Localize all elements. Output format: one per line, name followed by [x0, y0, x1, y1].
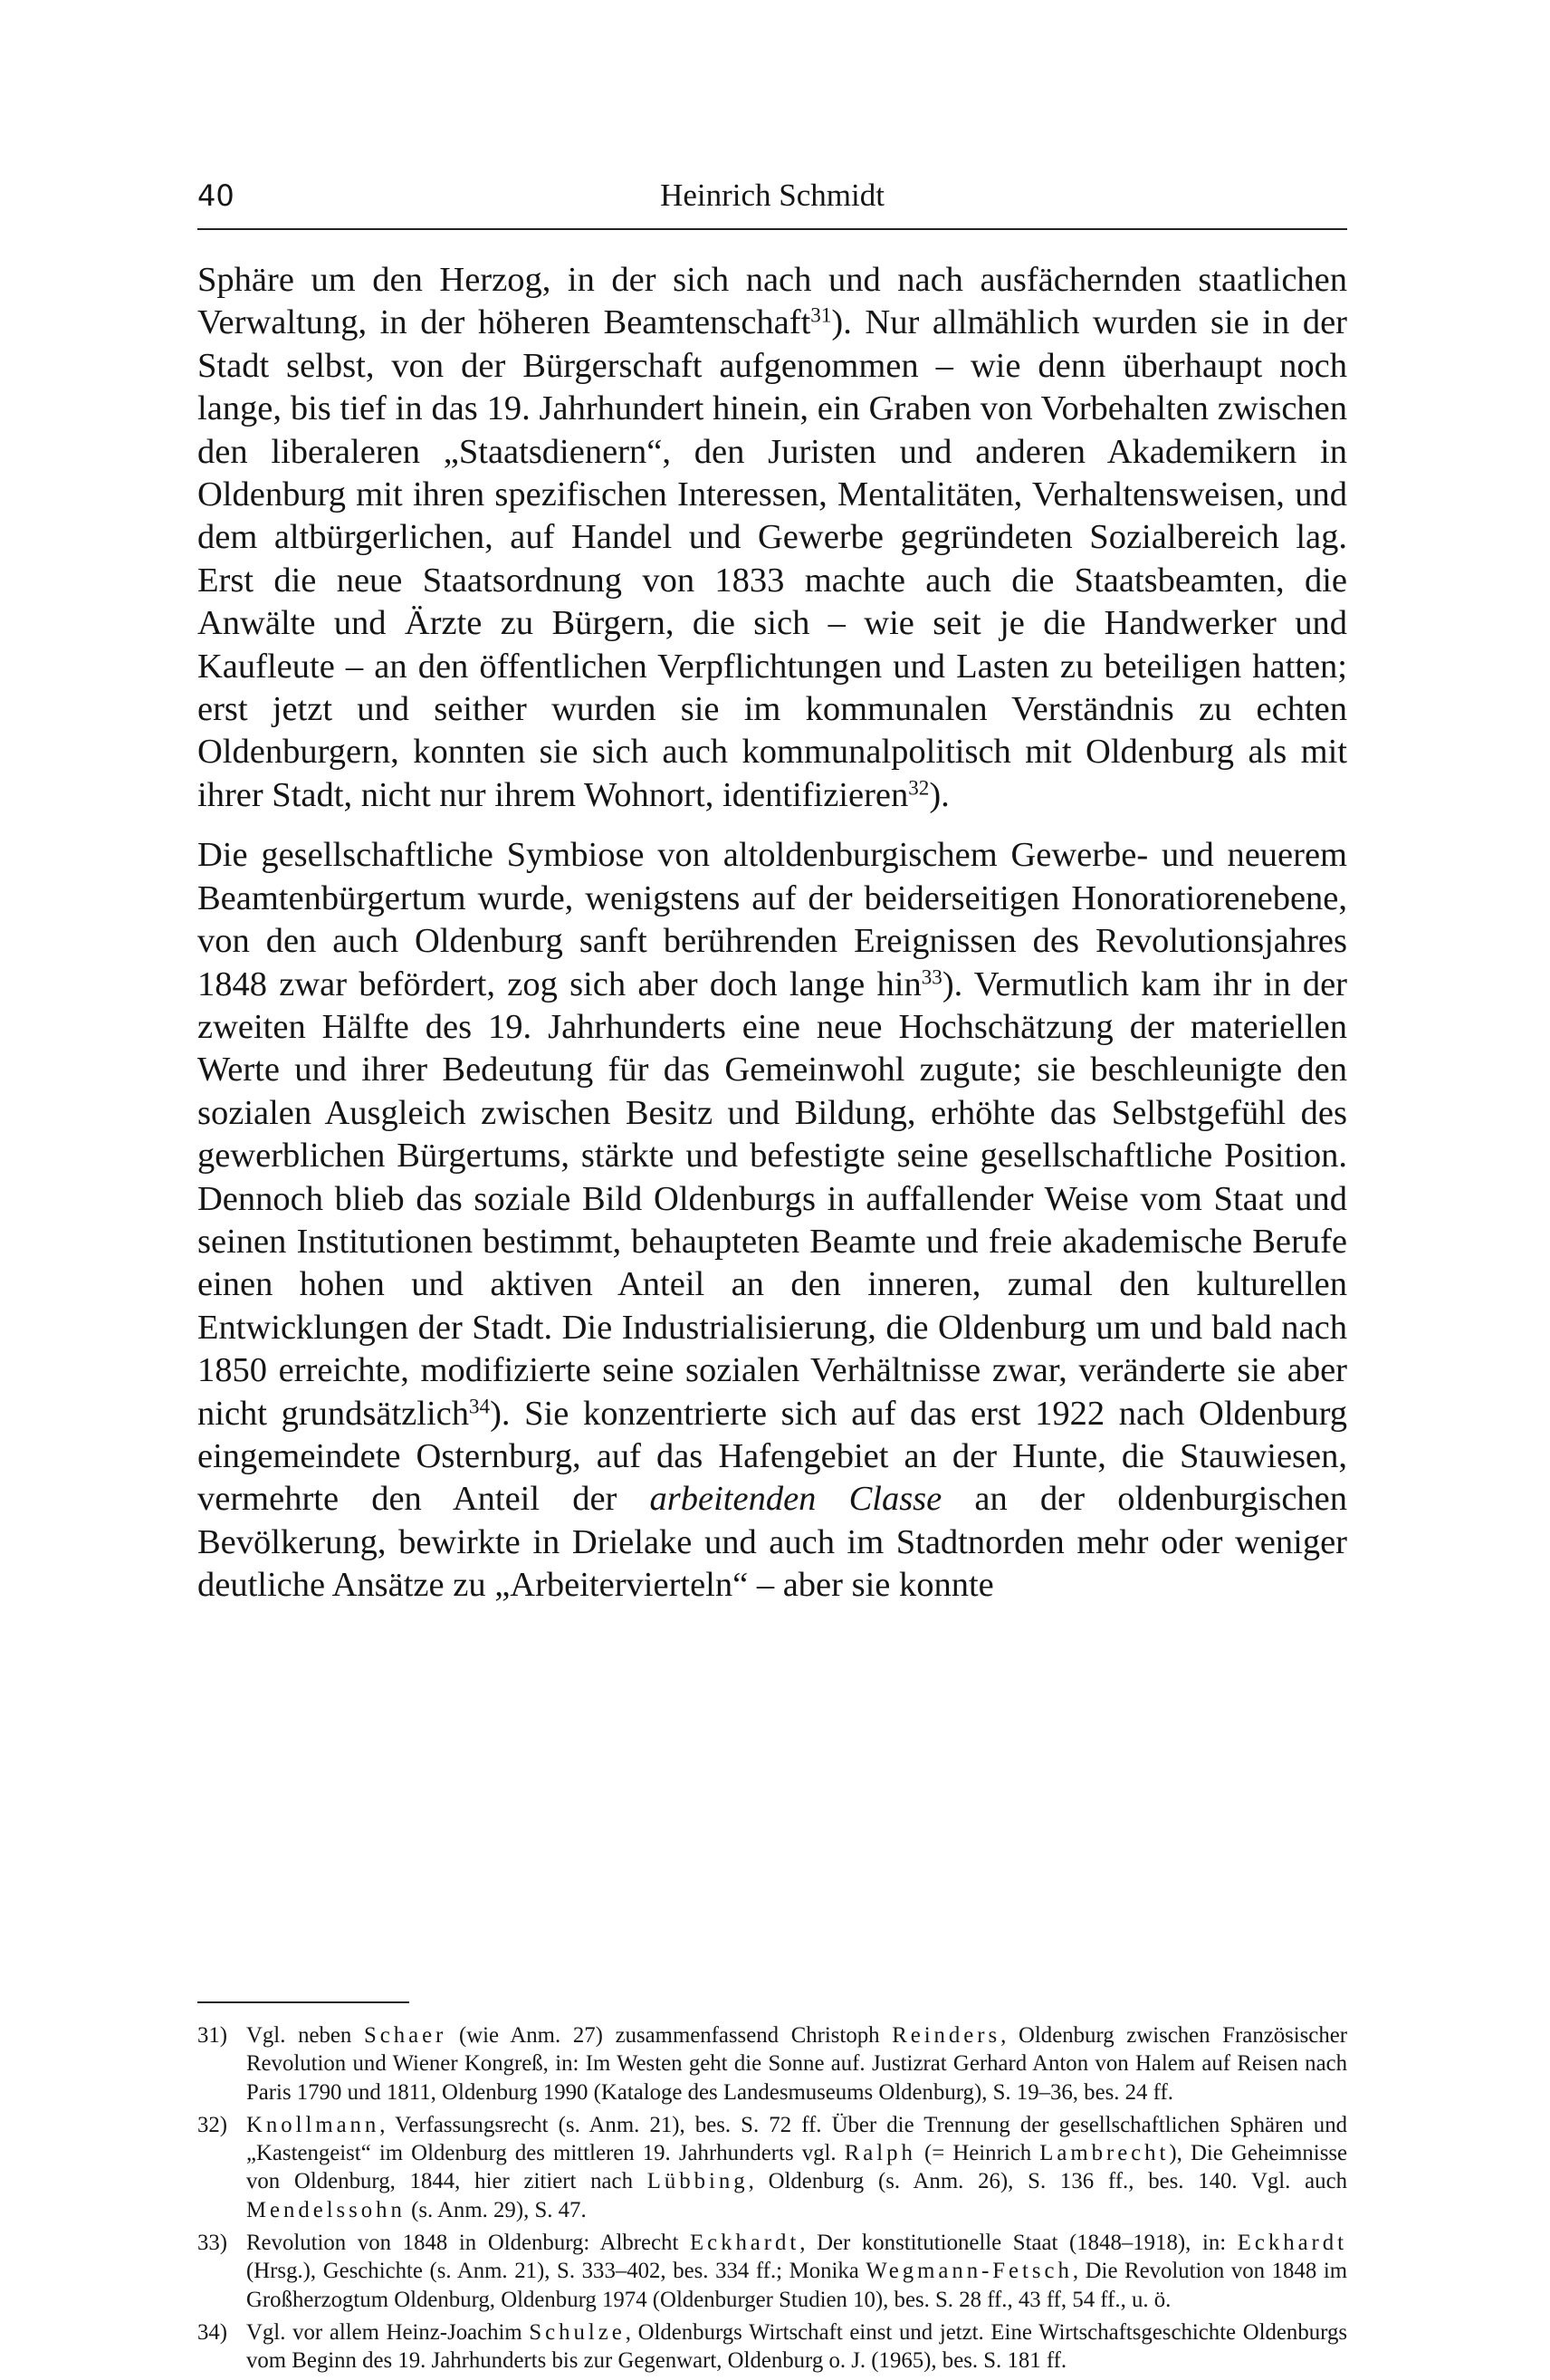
footnote-ref-32: 32: [908, 775, 930, 800]
footnote-text: Revolution von 1848 in Oldenburg: Albrecht Eckhardt, Der konstitutionelle Staat (1848–1918), in: Eckhardt (Hrsg.), Geschichte (s. Anm. 21), S. 333–402, bes. 334 ff.; Monika Wegmann-Fetsch, Die Revolution von 1848 im Großherzogtum Oldenburg, Oldenburg 1974 (Oldenburger Studien 10), bes. S. 28 ff., 43 ff, 54 ff., u. ö.: [246, 2231, 1348, 2312]
footnote: [197, 2318, 1347, 2375]
author-name: Eckhardt: [689, 2231, 800, 2256]
author-name: Schulze: [529, 2319, 626, 2345]
footnotes: [197, 2021, 1347, 2380]
footnote-text: Vgl. neben Schaer (wie Anm. 27) zusammenfassend Christoph Reinders, Oldenburg zwischen Französischer Revolution und Wiener Kongreß, in: Im Westen geht die Sonne auf. Justizrat Gerhard Anton von Halem auf Reisen nach Paris 1790 und 1811, Oldenburg 1990 (Kataloge des Landesmuseums Oldenburg), S. 19–36, bes. 24 ff.: [246, 2023, 1347, 2105]
footnote-ref-33: 33: [921, 964, 942, 988]
paragraph-1: Sphäre um den Herzog, in der sich nach und nach ausfächernden staatlichen Verwaltung, in der höheren Beamtenschaft$^{31}$). Nur allmählich wurden sie in der Stadt selbst, von der Bürgerschaft aufgenommen – wie denn überhaupt noch lange, bis tief in das 19. Jahrhundert hinein, ein Graben von Vorbehalten zwischen den liberaleren „Staatsdienern“, den Juristen und anderen Akademikern in Oldenburg mit ihren spezifischen Interessen, Mentalitäten, Verhaltensweisen, und dem altbürgerlichen, auf Handel und Gewerbe gegründeten Sozialbereich lag. Erst die neue Staatsordnung von 1833 machte auch die Staatsbeamten, die Anwälte und Ärzte zu Bürgern, die sich – wie seit je die Handwerker und Kaufleute – an den öffentlichen Verpflichtungen und Lasten zu beteiligen hatten; erst jetzt und seither wurden sie im kommunalen Verständnis zu echten Oldenburgern, konnten sie sich auch kommunalpolitisch mit Oldenburg als mit ihrer Stadt, nicht nur ihrem Wohnort, identifizieren$^{32}$).: [197, 261, 1347, 814]
footnote: [197, 2229, 1347, 2314]
italic-term: arbeitenden Classe: [649, 1480, 942, 1519]
author-name: Wegmann-Fetsch: [866, 2259, 1073, 2284]
author-name: Schaer: [364, 2023, 447, 2048]
paragraph-2: Die gesellschaftliche Symbiose von altoldenburgischem Gewerbe- und neuerem Beamtenbürgertum wurde, wenigstens auf der beiderseitigen Honoratiorenebene, von den auch Oldenburg sanft berührenden Ereignissen des Revolutionsjahres 1848 zwar befördert, zog sich aber doch lange hin$^{33}$). Vermutlich kam ihr in der zweiten Hälfte des 19. Jahrhunderts eine neue Hochschätzung der materiellen Werte und ihrer Bedeutung für das Gemeinwohl zugute; sie beschleunigte den sozialen Ausgleich zwischen Besitz und Bildung, erhöhte das Selbstgefühl des gewerblichen Bürgertums, stärkte und befestigte seine gesellschaftliche Position. Dennoch blieb das soziale Bild Oldenburgs in auffallender Weise vom Staat und seinen Institutionen bestimmt, behaupteten Beamte und freie akademische Berufe einen hohen und aktiven Anteil an den inneren, zumal den kulturellen Entwicklungen der Stadt. Die Industrialisierung, die Oldenburg um und bald nach 1850 erreichte, modifizierte seine sozialen Verhältnisse zwar, veränderte sie aber nicht grundsätzlich$^{34}$). Sie konzentrierte sich auf das erst 1922 nach Oldenburg eingemeindete Osternburg, auf das Hafengebiet an der Hunte, die Stauwiesen, vermehrte den Anteil der arbeitenden Classe an der oldenburgischen Bevölkerung, bewirkte in Drielake und auch im Stadtnorden mehr oder weniger deutliche Ansätze zu „Arbeitervierteln“ – aber sie konnte: [197, 836, 1348, 1605]
author-name: Knollmann: [246, 2112, 380, 2137]
author-name: Reinders: [892, 2023, 1001, 2048]
footnote-number: 34): [197, 2319, 228, 2345]
author-name: Lübbing: [646, 2169, 749, 2194]
footnote: [197, 2111, 1347, 2224]
footnote-number: 32): [197, 2112, 228, 2137]
footnote: [197, 2021, 1347, 2106]
header-rule: [197, 228, 1347, 230]
footnote-ref-34: 34: [469, 1393, 491, 1417]
footnote-number: 33): [197, 2231, 228, 2256]
footnote-text: Vgl. vor allem Heinz-Joachim Schulze, Oldenburgs Wirtschaft einst und jetzt. Eine Wirtschaftsgeschichte Oldenburgs vom Beginn des 19. Jahrhunderts bis zur Gegenwart, Oldenburg o. J. (1965), bes. S. 181 ff.: [246, 2319, 1347, 2374]
page-header: [197, 178, 1347, 221]
footnote-number: 31): [197, 2023, 228, 2048]
author-name: Mendelssohn: [246, 2197, 406, 2222]
author-name: Ralph: [844, 2141, 916, 2166]
footnote-text: Knollmann, Verfassungsrecht (s. Anm. 21), bes. S. 72 ff. Über die Trennung der gesellschaftlichen Sphären und „Kastengeist“ im Oldenburg des mittleren 19. Jahrhunderts vgl. Ralph (= Heinrich Lambrecht), Die Geheimnisse von Oldenburg, 1844, hier zitiert nach Lübbing, Oldenburg (s. Anm. 26), S. 136 ff., bes. 140. Vgl. auch Mendelssohn (s. Anm. 29), S. 47.: [246, 2112, 1348, 2222]
page-number: 40: [197, 178, 234, 213]
author-name: Eckhardt: [1237, 2231, 1348, 2256]
footnote-rule: [197, 2001, 409, 2003]
author-name: Lambrecht: [1039, 2141, 1170, 2166]
body-text: [197, 259, 1347, 1607]
footnote-ref-31: 31: [810, 302, 832, 327]
running-head: Heinrich Schmidt: [660, 178, 885, 213]
